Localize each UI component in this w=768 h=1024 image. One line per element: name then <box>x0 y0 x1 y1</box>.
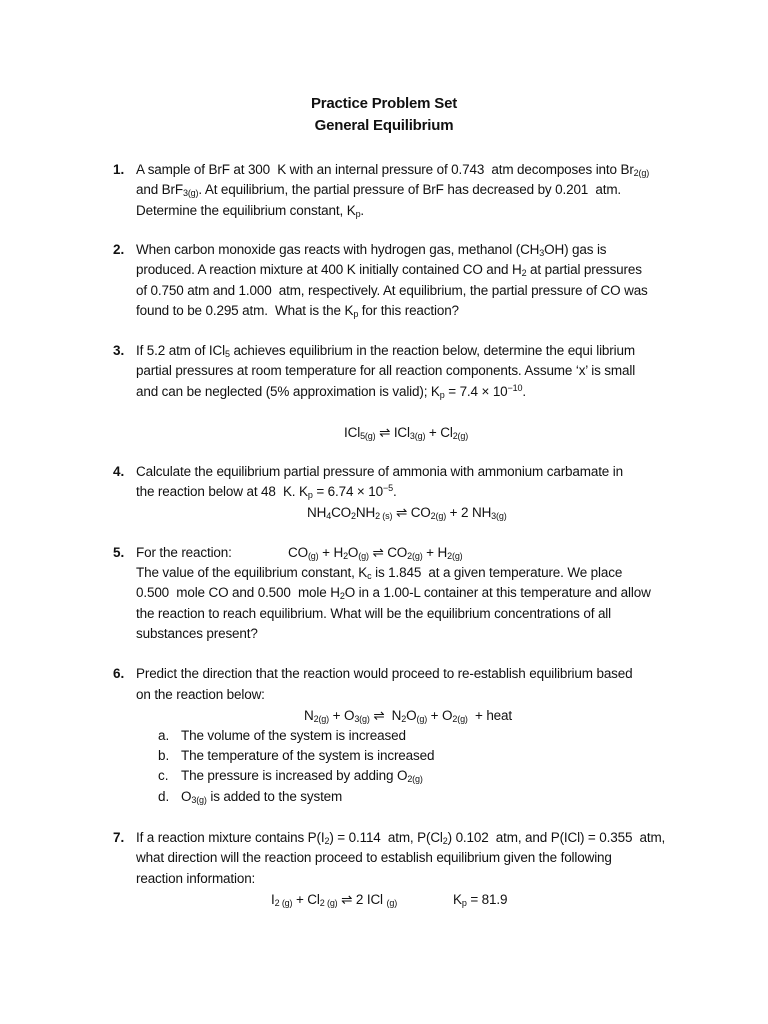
reaction-equation: ICl$_{5(g)}$ ⇌ $ICl_{3(g)} + Cl_{2(g)}$ <box>344 425 469 441</box>
problem-text-line: the reaction below at 48 K. $K_p = 6.74 \times 10^{-5}$. <box>136 483 397 500</box>
problem-text-line: substances present? <box>136 626 258 641</box>
problem-text-line: what direction will the reaction proceed to establish equilibrium given the following <box>136 850 612 865</box>
problem-text-line: If a reaction mixture contains $P(I_2) = 0.114$ atm, $P(Cl_2)$ 0.102 atm, and P(ICl) = 0.355 atm, <box>136 830 666 846</box>
option-letter: b. <box>158 748 170 763</box>
problem-text-line: The value of the equilibrium constant, $K_c$ is 1.845 at a given temperature. We place <box>136 565 623 581</box>
equilibrium-constant: $K_p = 81.9$ <box>453 892 508 908</box>
option-text: The pressure is increased by adding $O_{2(g)}$ <box>181 768 423 784</box>
problem-number: 2. <box>113 242 125 257</box>
reaction-equation: $I_{2 (g)} + Cl_{2 (g)}$ ⇌ 2 ICl $_{(g)}$ <box>271 892 398 908</box>
page-title: Practice Problem Set <box>310 95 458 112</box>
problem-number: 4. <box>113 464 125 479</box>
option-letter: a. <box>158 728 170 743</box>
option-text: $O_{3(g)}$ is added to the system <box>181 789 343 805</box>
problem-text-line: For the reaction: <box>136 545 232 560</box>
reaction-equation: $N_{2(g)} + O_{3(g)}$ ⇌ $N_2O_{(g)} + O_{2(g)}$ + heat <box>304 708 512 724</box>
reaction-equation: $CO_{(g)} + H_2O_{(g)}$ ⇌ $CO_{2(g)} + H_{2(g)}$ <box>288 545 463 561</box>
option-text: The temperature of the system is increased <box>181 748 435 763</box>
problem-text-line: on the reaction below: <box>136 687 265 702</box>
problem-number: 3. <box>113 343 125 358</box>
problem-number: 7. <box>113 830 125 845</box>
problem-text-line: produced. A reaction mixture at 400 K initially contained CO and $H_2$ at partial pressures <box>136 262 642 278</box>
problem-text-line: A sample of BrF at 300 K with an internal pressure of 0.743 atm decomposes into $Br_{2(g)}$ <box>136 162 650 178</box>
page-subtitle: General Equilibrium <box>314 117 454 134</box>
problem-text-line: Determine the equilibrium constant, $K_p$. <box>136 203 365 219</box>
problem-text-line: and BrF$_{3(g)}$. At equilibrium, the partial pressure of BrF has decreased by 0.201 atm. <box>136 182 622 198</box>
problem-number: 5. <box>113 545 125 560</box>
option-letter: c. <box>158 768 169 783</box>
problem-text-line: Predict the direction that the reaction would proceed to re-establish equilibrium based <box>136 666 633 681</box>
problem-text-line: partial pressures at room temperature for all reaction components. Assume ‘x’ is small <box>136 363 636 378</box>
problem-text-line: Calculate the equilibrium partial pressure of ammonia with ammonium carbamate in <box>136 464 623 479</box>
problem-text-line: If 5.2 atm of ICl$_5$ achieves equilibrium in the reaction below, determine the equi librium <box>136 343 635 359</box>
problem-text-line: the reaction to reach equilibrium. What will be the equilibrium concentrations of all <box>136 606 611 621</box>
problem-text-line: 0.500 mole CO and 0.500 mole $H_2O$ in a 1.00-L container at this temperature and allow <box>136 585 651 601</box>
option-text: The volume of the system is increased <box>181 728 406 743</box>
problem-text-line: reaction information: <box>136 871 256 886</box>
problem-number: 1. <box>113 162 125 177</box>
option-letter: d. <box>158 789 170 804</box>
problem-number: 6. <box>113 666 125 681</box>
problem-text-line: of 0.750 atm and 1.000 atm, respectively. At equilibrium, the partial pressure of CO was <box>136 283 648 298</box>
problem-text-line: found to be 0.295 atm. What is the $K_p$ for this reaction? <box>136 303 459 319</box>
problem-text-line: When carbon monoxide gas reacts with hydrogen gas, methanol $(CH_3OH)$ gas is <box>136 242 607 258</box>
reaction-equation: $NH_4CO_2NH_{2 (s)}$ ⇌ $CO_{2(g)} + 2$ $NH_{3(g)}$ <box>307 505 507 521</box>
problem-text-line: and can be neglected (5% approximation is valid); $K_p = 7.4 \times 10^{-10}$. <box>136 383 526 400</box>
